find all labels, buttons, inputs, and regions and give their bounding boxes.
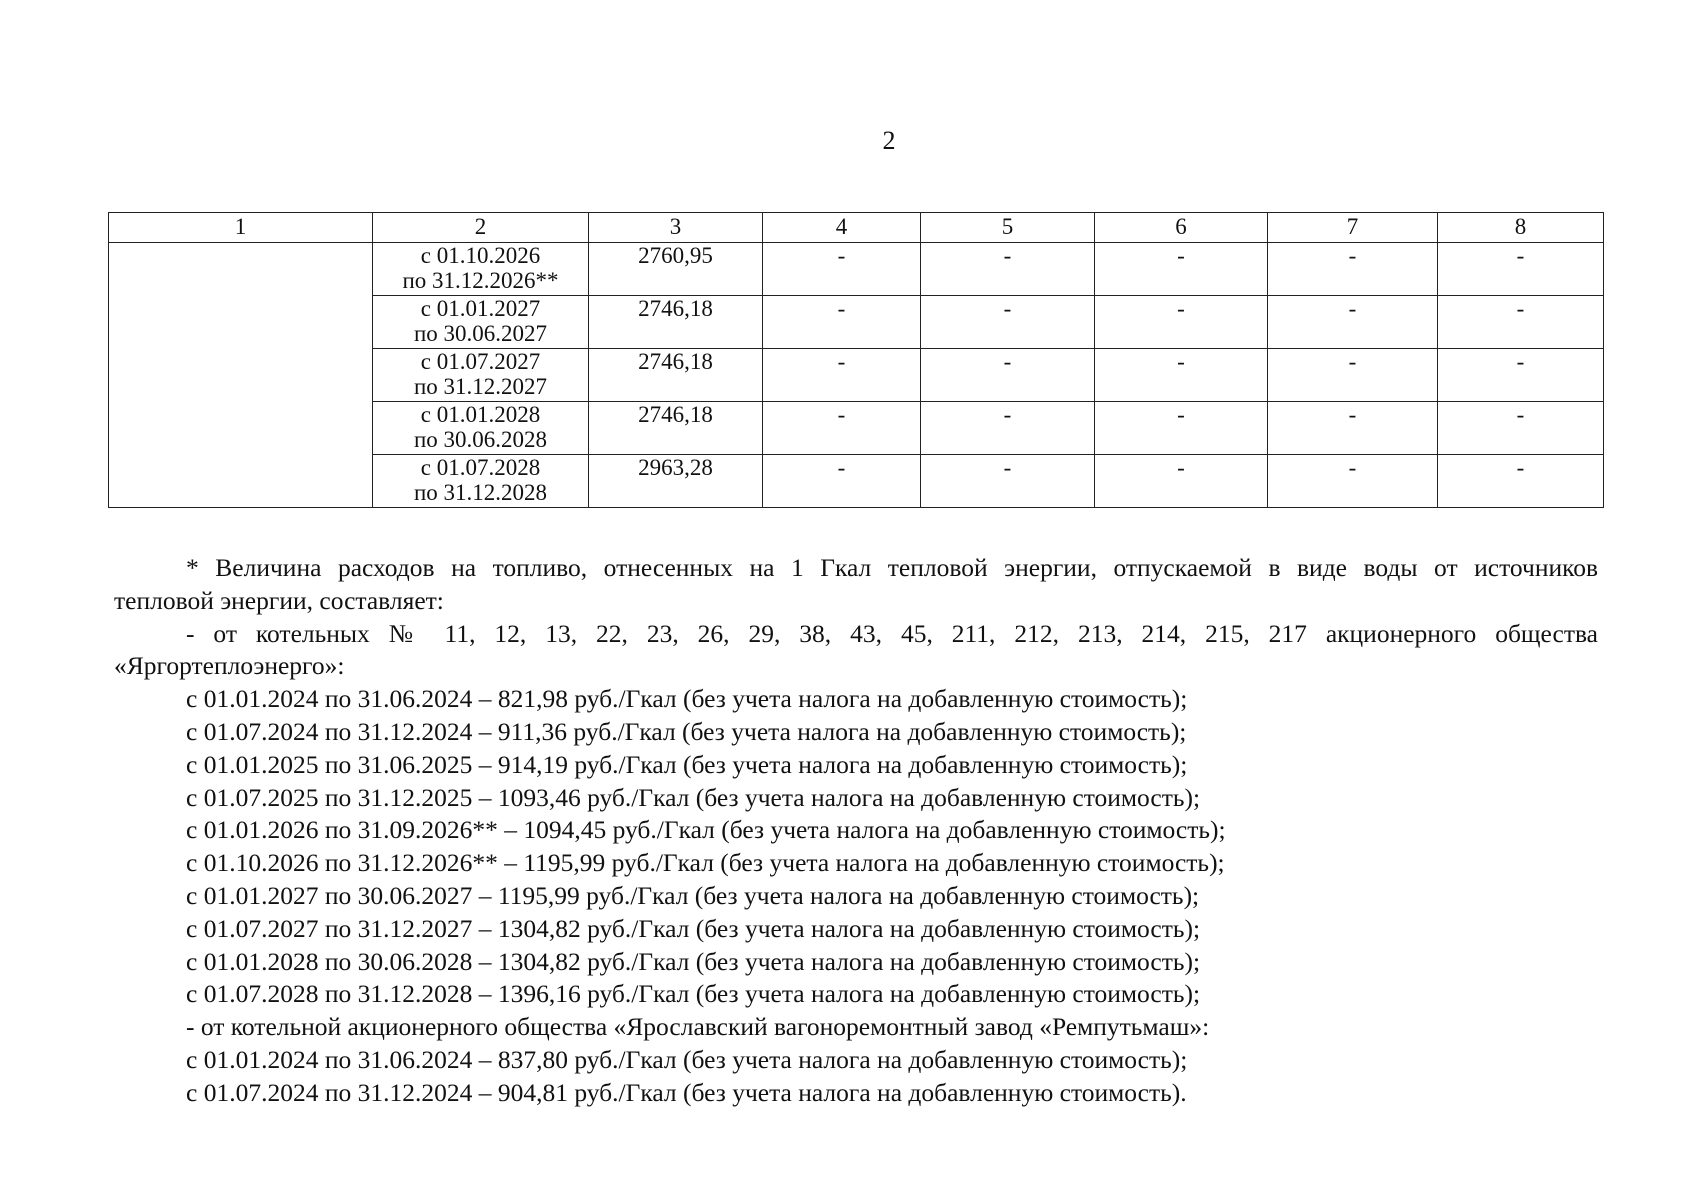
period-cell [373, 243, 589, 296]
cell-col-7: - [1268, 402, 1438, 455]
boiler-group-1-line-2: «Яргортеплоэнерго»: [114, 651, 345, 681]
value-cell: 2746,18 [589, 402, 763, 455]
cell-col-6: - [1095, 349, 1268, 402]
period-from: с 01.10.2026 [420, 243, 541, 268]
value-cell: 2746,18 [589, 296, 763, 349]
period-from: с 01.07.2027 [420, 349, 541, 374]
boiler-group-1-line-1: - от котельных № 11, 12, 13, 22, 23, 26, 29, 38, 43, 45, 211, 212, 213, 214, 215, 217 акционерного общества [186, 618, 1598, 648]
cell-col-5: - [921, 455, 1095, 508]
period-cell [373, 349, 589, 402]
boiler-group-2-line: - от котельной акционерного общества «Ярославский вагоноремонтный завод «Ремпутьмаш»: [186, 1012, 1210, 1042]
cell-col-5: - [921, 402, 1095, 455]
period-to: по 31.12.2027 [413, 374, 548, 399]
header-col-7: 7 [1268, 213, 1438, 243]
cell-col-4: - [763, 349, 921, 402]
cell-col-8: - [1438, 296, 1604, 349]
period-to: по 30.06.2028 [413, 427, 548, 452]
list-item: с 01.07.2024 по 31.12.2024 – 911,36 руб./Гкал (без учета налога на добавленную стоимость); [186, 716, 1187, 746]
list-item: с 01.07.2024 по 31.12.2024 – 904,81 руб./Гкал (без учета налога на добавленную стоимость). [186, 1077, 1187, 1107]
cell-col-6: - [1095, 243, 1268, 296]
cell-col-8: - [1438, 455, 1604, 508]
cell-col-4: - [763, 402, 921, 455]
header-col-1: 1 [109, 213, 373, 243]
cell-col-4: - [763, 455, 921, 508]
table-header-row [109, 213, 1604, 243]
cell-col-4: - [763, 296, 921, 349]
table-row [109, 243, 1604, 296]
period-to: по 31.12.2028 [413, 480, 548, 505]
footnote-intro-line-1: * Величина расходов на топливо, отнесенных на 1 Гкал тепловой энергии, отпускаемой в виде воды от источников [186, 553, 1598, 582]
cell-col-6: - [1095, 402, 1268, 455]
list-item: с 01.10.2026 по 31.12.2026** – 1195,99 руб./Гкал (без учета налога на добавленную стоимость); [186, 848, 1225, 878]
cell-col-8: - [1438, 243, 1604, 296]
header-col-2: 2 [373, 213, 589, 243]
header-col-3: 3 [589, 213, 763, 243]
cell-col-4: - [763, 243, 921, 296]
value-cell: 2963,28 [589, 455, 763, 508]
footnote-section [114, 552, 1598, 1110]
cell-col-7: - [1268, 243, 1438, 296]
header-col-6: 6 [1095, 213, 1268, 243]
footnote-intro-line-2: тепловой энергии, составляет: [114, 585, 444, 615]
list-item: с 01.07.2025 по 31.12.2025 – 1093,46 руб./Гкал (без учета налога на добавленную стоимость); [186, 782, 1201, 812]
header-col-8: 8 [1438, 213, 1604, 243]
list-item: с 01.01.2025 по 31.06.2025 – 914,19 руб./Гкал (без учета налога на добавленную стоимость); [186, 749, 1188, 779]
cell-col-6: - [1095, 455, 1268, 508]
cell-col-5: - [921, 349, 1095, 402]
period-to: по 30.06.2027 [413, 321, 548, 346]
cell-col-7: - [1268, 296, 1438, 349]
list-item: с 01.07.2028 по 31.12.2028 – 1396,16 руб./Гкал (без учета налога на добавленную стоимость); [186, 979, 1201, 1009]
cell-col-8: - [1438, 402, 1604, 455]
cell-col-6: - [1095, 296, 1268, 349]
period-cell [373, 296, 589, 349]
header-col-5: 5 [921, 213, 1095, 243]
list-item: с 01.01.2028 по 30.06.2028 – 1304,82 руб./Гкал (без учета налога на добавленную стоимость); [186, 946, 1201, 976]
value-cell: 2746,18 [589, 349, 763, 402]
cell-col-5: - [921, 296, 1095, 349]
value-cell: 2760,95 [589, 243, 763, 296]
cell-col-5: - [921, 243, 1095, 296]
period-to: по 31.12.2026** [402, 268, 559, 293]
list-item: с 01.01.2026 по 31.09.2026** – 1094,45 руб./Гкал (без учета налога на добавленную стоимость); [186, 815, 1226, 845]
list-item: с 01.01.2027 по 30.06.2027 – 1195,99 руб./Гкал (без учета налога на добавленную стоимость); [186, 880, 1200, 910]
period-from: с 01.01.2028 [420, 402, 541, 427]
period-cell [373, 402, 589, 455]
period-from: с 01.07.2028 [420, 455, 541, 480]
period-from: с 01.01.2027 [420, 296, 541, 321]
header-col-4: 4 [763, 213, 921, 243]
list-item: с 01.07.2027 по 31.12.2027 – 1304,82 руб./Гкал (без учета налога на добавленную стоимость); [186, 913, 1201, 943]
empty-merged-cell [109, 243, 373, 508]
period-cell [373, 455, 589, 508]
list-item: с 01.01.2024 по 31.06.2024 – 821,98 руб./Гкал (без учета налога на добавленную стоимость); [186, 684, 1188, 714]
cell-col-7: - [1268, 349, 1438, 402]
cell-col-7: - [1268, 455, 1438, 508]
tariff-table [108, 212, 1604, 508]
list-item: с 01.01.2024 по 31.06.2024 – 837,80 руб./Гкал (без учета налога на добавленную стоимость); [186, 1044, 1188, 1074]
page-number: 2 [882, 126, 896, 155]
cell-col-8: - [1438, 349, 1604, 402]
